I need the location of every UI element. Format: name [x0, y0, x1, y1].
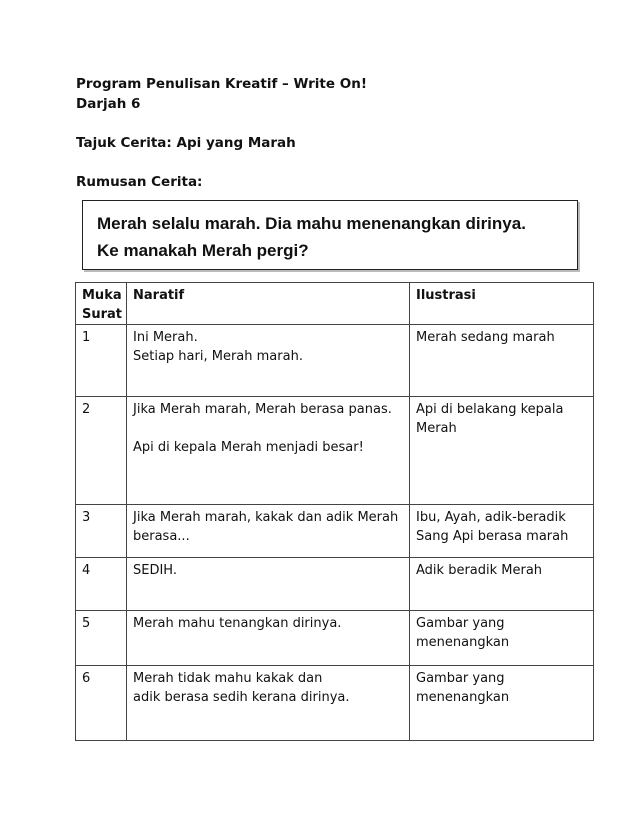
- illustration-cell: Merah sedang marah: [410, 325, 594, 397]
- table-row: [76, 611, 594, 666]
- page-number: 4: [76, 558, 127, 611]
- page-number: 3: [76, 505, 127, 558]
- program-title: Program Penulisan Kreatif – Write On!: [76, 76, 367, 92]
- summary-line-2: Ke manakah Merah pergi?: [97, 241, 309, 260]
- table-row: [76, 666, 594, 741]
- illustration-cell: Api di belakang kepala Merah: [410, 397, 594, 505]
- summary-label: Rumusan Cerita:: [76, 174, 203, 190]
- illustration-cell: Adik beradik Merah: [410, 558, 594, 611]
- column-header-illustration: Ilustrasi: [410, 283, 594, 325]
- narrative-line: Setiap hari, Merah marah.: [133, 349, 303, 364]
- illustration-cell: Gambar yang menenangkan: [410, 666, 594, 741]
- grade-label: Darjah 6: [76, 96, 141, 112]
- narrative-cell: SEDIH.: [127, 558, 410, 611]
- table-row: [76, 325, 594, 397]
- narrative-line: Merah tidak mahu kakak dan: [133, 671, 323, 686]
- column-header-page: Muka Surat: [76, 283, 127, 325]
- illustration-cell: Ibu, Ayah, adik-beradik Sang Api berasa marah: [410, 505, 594, 558]
- column-header-narrative: Naratif: [127, 283, 410, 325]
- table-row: [76, 397, 594, 505]
- narrative-line: adik berasa sedih kerana dirinya.: [133, 690, 350, 705]
- story-title: Tajuk Cerita: Api yang Marah: [76, 135, 296, 151]
- page-number: 6: [76, 666, 127, 741]
- narrative-cell: Merah mahu tenangkan dirinya.: [127, 611, 410, 666]
- narrative-cell: [127, 397, 410, 505]
- narrative-cell: Jika Merah marah, kakak dan adik Merah berasa...: [127, 505, 410, 558]
- summary-line-1: Merah selalu marah. Dia mahu menenangkan dirinya.: [97, 214, 526, 233]
- page-number: 2: [76, 397, 127, 505]
- narrative-cell: [127, 325, 410, 397]
- narrative-cell: [127, 666, 410, 741]
- narrative-line: Api di kepala Merah menjadi besar!: [133, 440, 364, 455]
- illustration-cell: Gambar yang menenangkan: [410, 611, 594, 666]
- table-header-row: [76, 283, 594, 325]
- storyboard-table: [75, 282, 594, 741]
- page-number: 5: [76, 611, 127, 666]
- page-number: 1: [76, 325, 127, 397]
- story-summary-box: [82, 200, 578, 270]
- table-row: [76, 505, 594, 558]
- table-row: [76, 558, 594, 611]
- narrative-line: Jika Merah marah, Merah berasa panas.: [133, 402, 392, 417]
- narrative-line: Ini Merah.: [133, 330, 198, 345]
